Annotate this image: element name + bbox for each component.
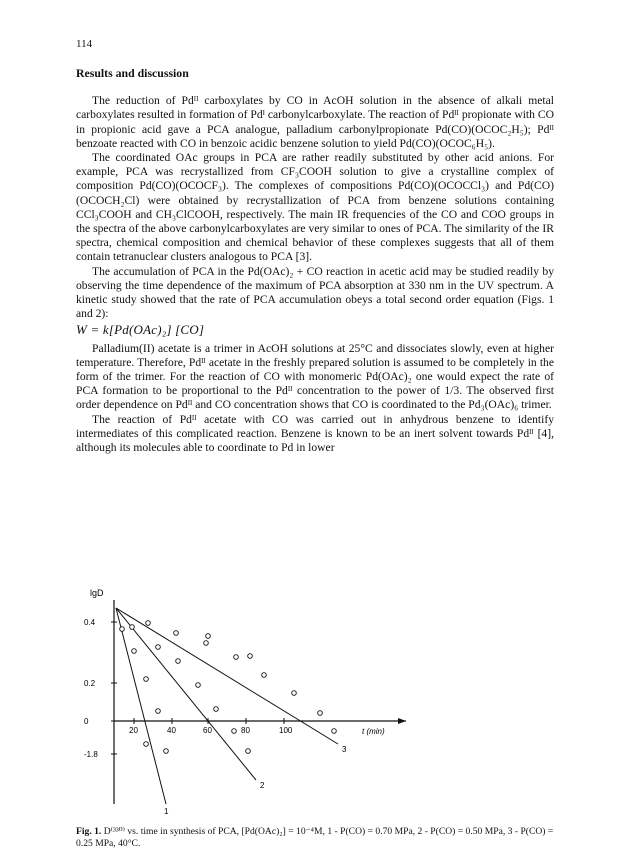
data-point	[120, 627, 125, 632]
x-axis-label: t (min)	[362, 727, 385, 736]
data-point	[292, 691, 297, 696]
page-number: 114	[76, 38, 93, 50]
paragraph-5: The reaction of Pdᴵᴵ acetate with CO was carried out in anhydrous benzene to identify intermediates of this complicated reaction. Benzene is known to be an inert solvent towards Pdᴵᴵ [4], although its molecules able to coordinate to Pd in lower	[76, 412, 554, 455]
curve-label: 1	[164, 807, 169, 814]
data-point	[132, 649, 137, 654]
x-tick-label: 60	[203, 726, 212, 735]
paragraph-3: The accumulation of PCA in the Pd(OAc)₂ + CO reaction in acetic acid may be studied readily by observing the time dependence of the maximum of PCA absorption at 330 nm in the UV spectrum. A kinetic study showed that the rate of PCA accumulation obeys a total second order equation (Figs. 1 and 2):	[76, 264, 554, 321]
data-point	[156, 645, 161, 650]
rate-equation: W = k[Pd(OAc)₂] [CO]	[76, 322, 205, 338]
paragraph-2: The coordinated OAc groups in PCA are rather readily substituted by other acid anions. For example, PCA was recrystallized from CF₃COOH solution to give a crystalline complex of composition Pd(CO)(OCOCF₃). The complexes of compositions Pd(CO)(OCOCCl₃) and Pd(CO)(OCOCH₂Cl) were obtained by recrystallization of PCA from benzene solutions containing CCl₃COOH and CH₃ClCOOH, respectively. The main IR frequencies of the CO and COO groups in the spectra of the above carbonylcarboxylates are very similar to ones of PCA. The similarity of the IR spectra, chemical composition and chemical behavior of these complexes suggests that all of them contain tetranuclear clusters analogous to PCA [3].	[76, 151, 554, 264]
figure-caption	[76, 826, 566, 850]
data-point	[146, 621, 151, 626]
series-2	[116, 608, 265, 790]
series-line	[116, 608, 338, 744]
data-point	[204, 641, 209, 646]
x-tick-label: 20	[129, 726, 138, 735]
caption-text: D⁽³³⁰⁾ vs. time in synthesis of PCA, [Pd(OAc)₂] = 10⁻⁴M, 1 - P(CO) = 0.70 MPa, 2 - P(CO) = 0.50 MPa, 3 - P(CO) = 0.25 MPa, 40°C.	[76, 826, 554, 849]
data-point	[176, 659, 181, 664]
paragraph-4: Palladium(II) acetate is a trimer in AcOH solutions at 25°C and dissociates slowly, even at higher temperature. Therefore, Pdᴵᴵ acetate in the freshly prepared solution is assumed to be completely in the form of the trimer. For the reaction of CO with monomeric Pd(OAc)₂ one would expect the rate of PCA formation to be proportional to the Pdᴵᴵ concentration to the power of 1/3. The observed first order dependence on Pdᴵᴵ and CO concentration shows that CO is coordinated to the Pd₃(OAc)₆ trimer.	[76, 341, 554, 412]
data-point	[246, 749, 251, 754]
x-axis-arrow-icon	[398, 718, 406, 724]
y-axis-label: lgD	[90, 588, 104, 598]
data-point	[262, 673, 267, 678]
caption-label: Fig. 1.	[76, 826, 102, 837]
x-tick-label: 40	[167, 726, 176, 735]
y-tick-label: 0.4	[84, 618, 96, 627]
section-heading: Results and discussion	[76, 66, 189, 80]
series-line	[116, 608, 166, 804]
y-tick-label: -1.8	[84, 750, 98, 759]
data-point	[164, 749, 169, 754]
x-tick-label: 100	[279, 726, 293, 735]
x-tick-label: 80	[241, 726, 250, 735]
data-point	[318, 711, 323, 716]
data-point	[232, 729, 237, 734]
paragraph-1: The reduction of Pdᴵᴵ carboxylates by CO in AcOH solution in the absence of alkali metal carboxylates resulted in formation of Pdᴵ carbonylcarboxylate. The reaction of Pdᴵᴵ propionate with CO in propionic acid gave a PCA analogue, palladium carbonylpropionate Pd(CO)(OCOC₂H₅); Pdᴵᴵ benzoate reacted with CO in benzoic acidic benzene solution to yield Pd(CO)(OCOC₆H₅).	[76, 94, 554, 150]
data-point	[156, 709, 161, 714]
y-tick-label: 0	[84, 717, 89, 726]
body-text	[76, 66, 554, 455]
data-point	[248, 654, 253, 659]
data-point	[174, 631, 179, 636]
series-1	[116, 608, 169, 814]
data-point	[214, 707, 219, 712]
series-line	[116, 608, 256, 780]
y-tick-label: 0.2	[84, 679, 96, 688]
data-point	[144, 677, 149, 682]
figure-1	[76, 584, 476, 814]
data-point	[234, 655, 239, 660]
data-point	[130, 625, 135, 630]
data-point	[206, 634, 211, 639]
data-point	[332, 729, 337, 734]
data-point	[196, 683, 201, 688]
curve-label: 3	[342, 745, 347, 754]
kinetics-plot	[76, 584, 476, 814]
curve-label: 2	[260, 781, 265, 790]
data-point	[144, 742, 149, 747]
